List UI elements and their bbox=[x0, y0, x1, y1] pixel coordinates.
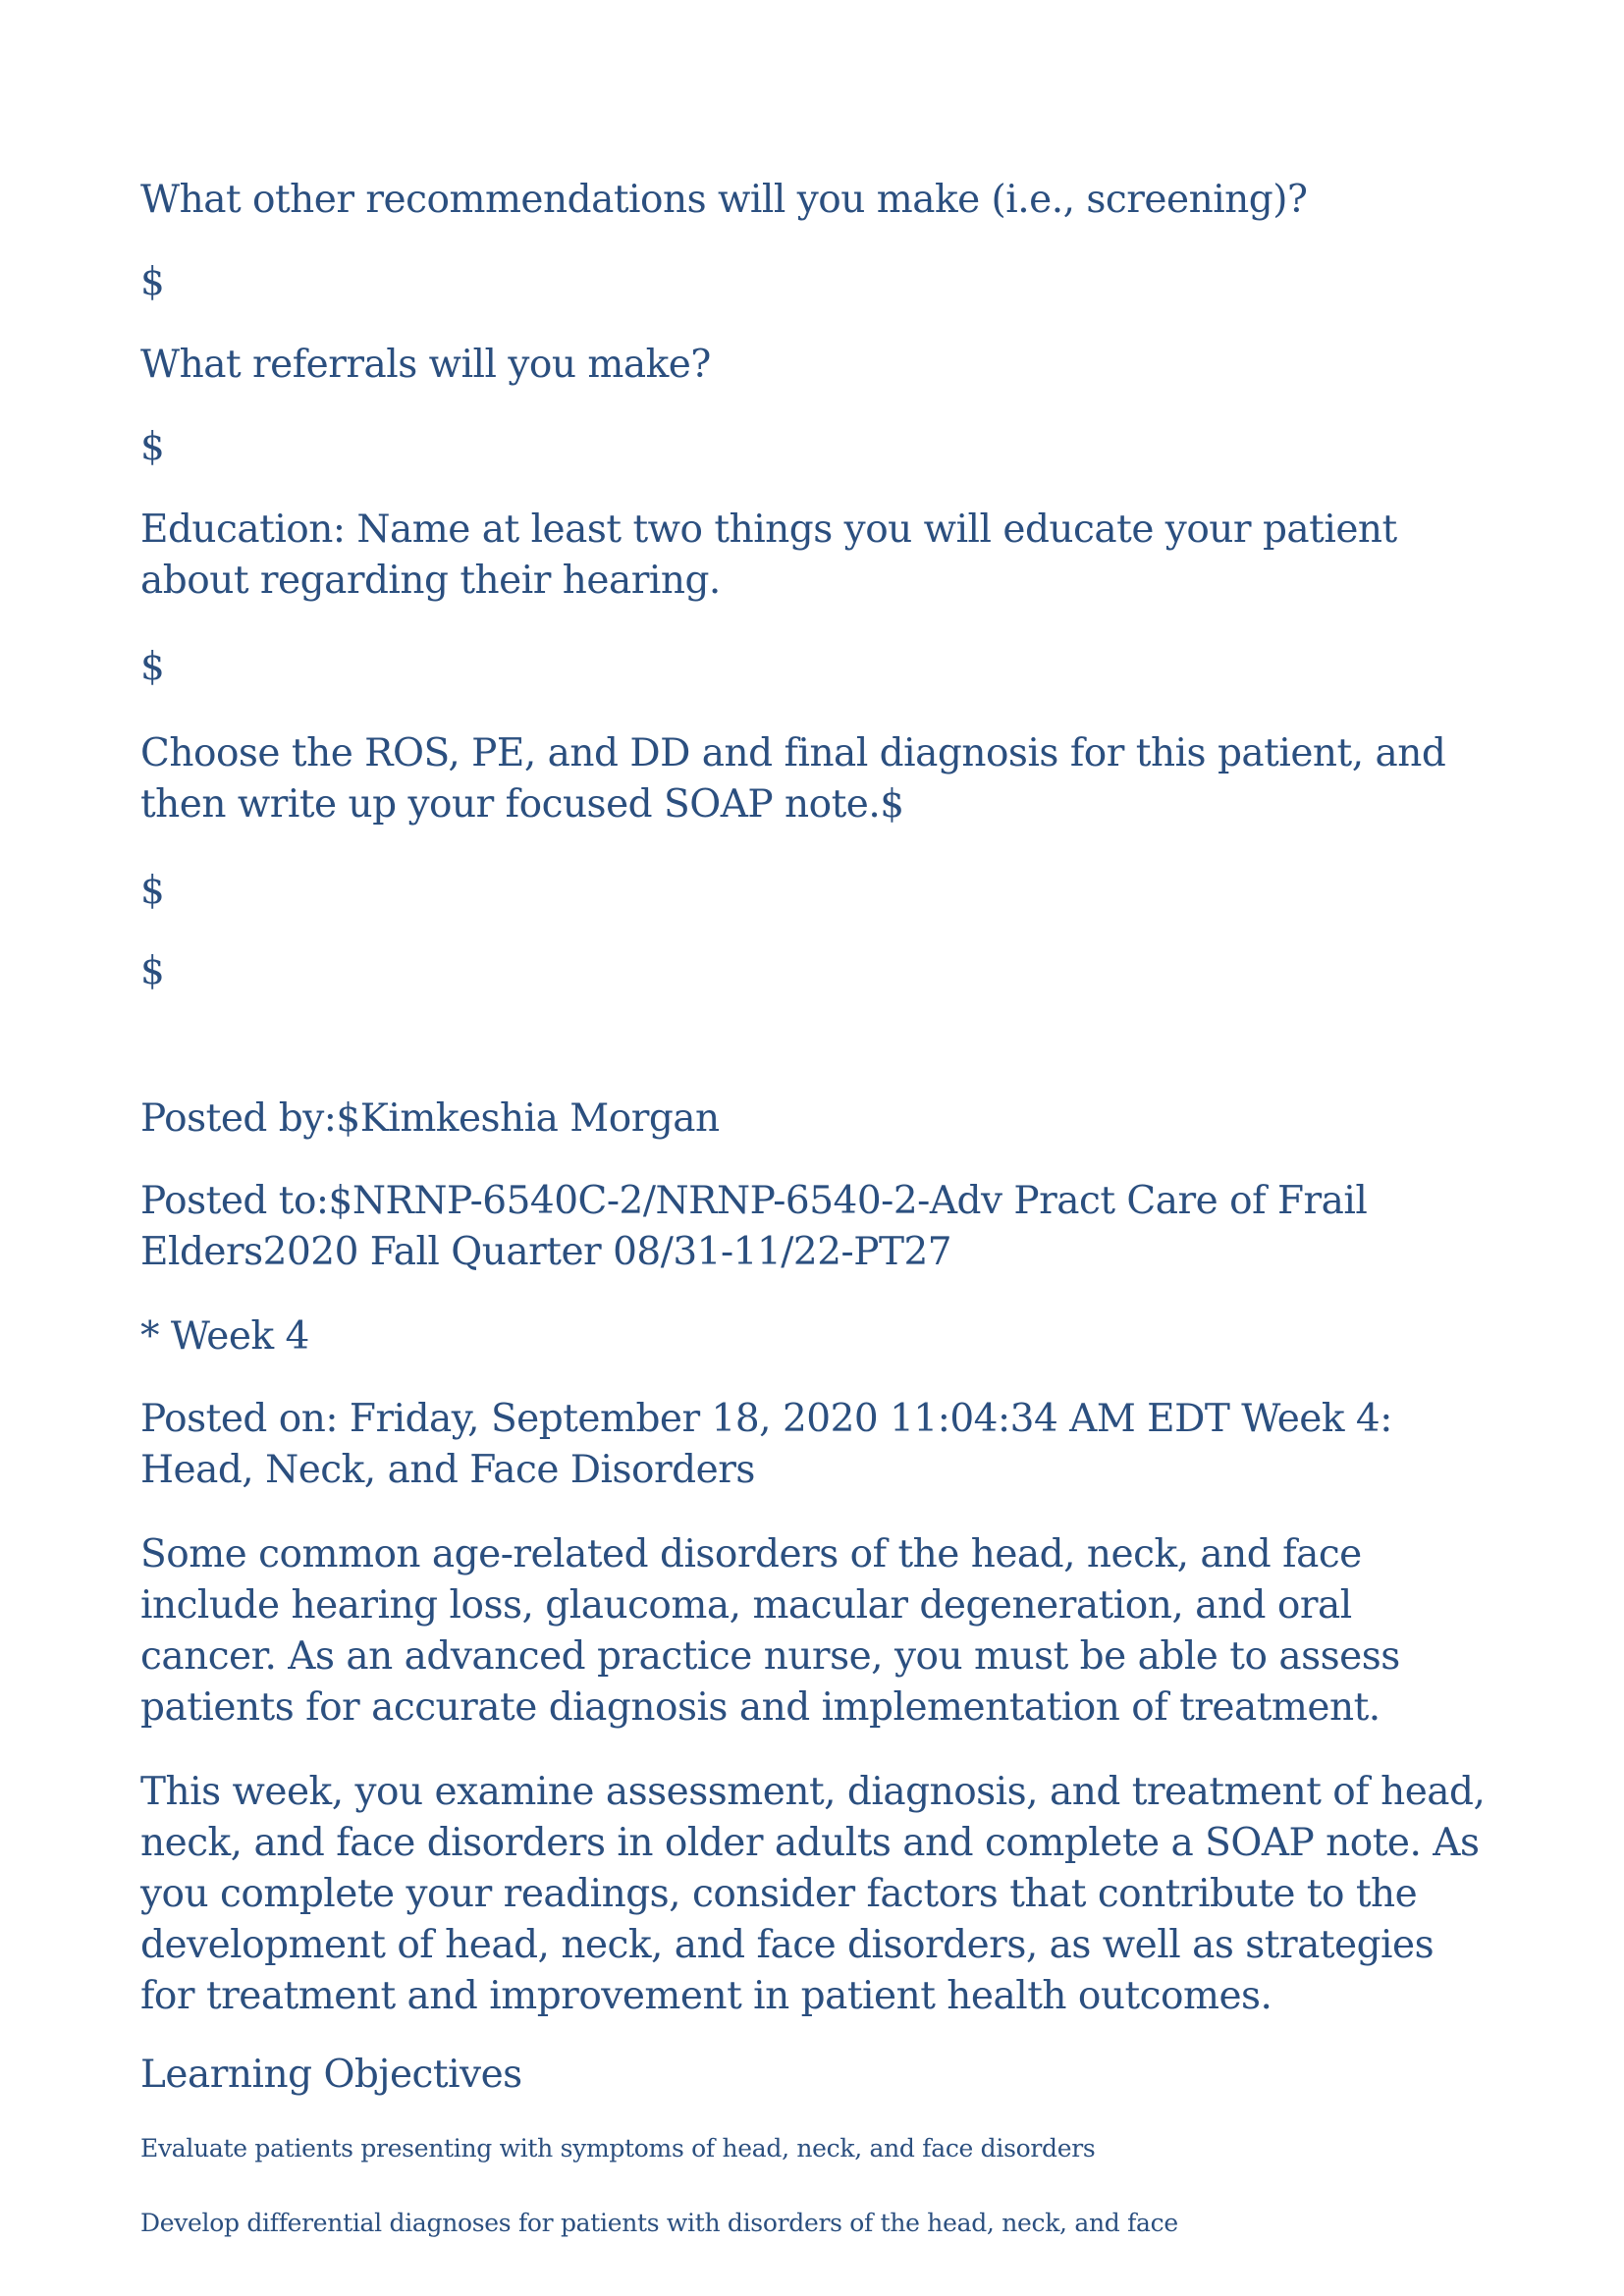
learning-objective-item: Develop differential diagnoses for patients with disorders of the head, neck, and face bbox=[140, 2209, 1178, 2237]
question-education: Education: Name at least two things you will educate your patient about regarding their hearing. bbox=[140, 507, 1397, 603]
question-recommendations: What other recommendations will you make (i.e., screening)? bbox=[140, 178, 1308, 222]
question-referrals: What referrals will you make? bbox=[140, 343, 711, 387]
question-soap-note: Choose the ROS, PE, and DD and final diagnosis for this patient, and then write up your focused SOAP note.$ bbox=[140, 731, 1446, 827]
answer-placeholder: $ bbox=[140, 869, 165, 913]
answer-placeholder: $ bbox=[140, 645, 165, 689]
answer-placeholder: $ bbox=[140, 949, 165, 993]
week-overview-paragraph: This week, you examine assessment, diagnosis, and treatment of head, neck, and face disorders in older adults and complete a SOAP note. As you complete your readings, consider factors that contribute to the development of head, neck, and face disorders, as well as strategies for treatment and improvement in patient health outcomes. bbox=[140, 1770, 1486, 2018]
posted-by: Posted by:$Kimkeshia Morgan bbox=[140, 1096, 720, 1141]
answer-placeholder: $ bbox=[140, 260, 165, 304]
intro-paragraph: Some common age-related disorders of the head, neck, and face include hearing loss, glaucoma, macular degeneration, and oral cancer. As an advanced practice nurse, you must be able to assess patients for accurate diagnosis and implementation of treatment. bbox=[140, 1532, 1400, 1730]
document-body bbox=[140, 175, 1495, 2240]
answer-placeholder: $ bbox=[140, 425, 165, 469]
posted-to: Posted to:$NRNP-6540C-2/NRNP-6540-2-Adv Pract Care of Frail Elders2020 Fall Quarter 08/31-11/22-PT27 bbox=[140, 1179, 1368, 1274]
week-label: * Week 4 bbox=[140, 1314, 309, 1359]
posted-on: Posted on: Friday, September 18, 2020 11:04:34 AM EDT Week 4: Head, Neck, and Face Disorders bbox=[140, 1397, 1392, 1492]
learning-objective-item: Evaluate patients presenting with symptoms of head, neck, and face disorders bbox=[140, 2134, 1096, 2163]
learning-objectives-heading: Learning Objectives bbox=[140, 2053, 522, 2097]
